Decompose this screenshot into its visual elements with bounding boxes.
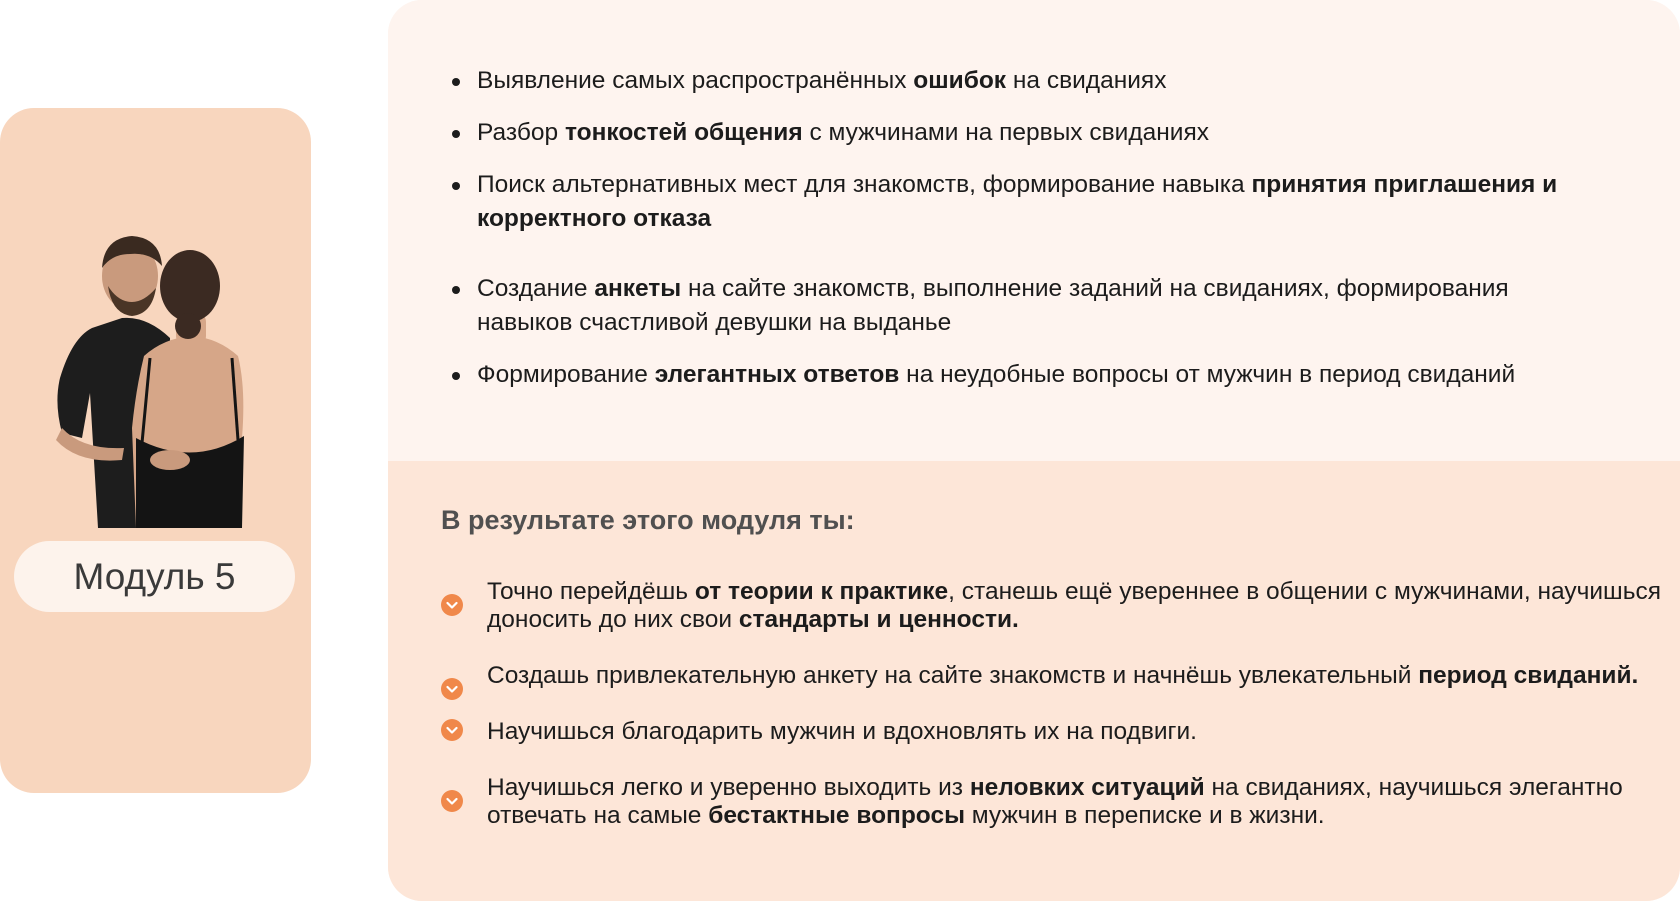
result-item	[441, 578, 1671, 634]
check-circle-icon	[441, 678, 463, 700]
couple-photo	[52, 228, 262, 528]
results-list	[441, 578, 1671, 830]
check-circle-icon	[441, 790, 463, 812]
module-label: Модуль 5	[14, 541, 295, 612]
check-circle-icon	[441, 719, 463, 741]
module-card	[0, 108, 311, 793]
topic-item: Выявление самых распространённых ошибок на свиданиях	[448, 64, 1598, 98]
result-text: Научишься благодарить мужчин и вдохновлять их на подвиги.	[487, 718, 1197, 745]
content-panel	[388, 0, 1680, 901]
topic-item: Разбор тонкостей общения с мужчинами на первых свиданиях	[448, 116, 1598, 150]
result-text: Создашь привлекательную анкету на сайте знакомств и начнёшь увлекательный период свиданий.	[487, 662, 1639, 689]
topic-item: Формирование элегантных ответов на неудобные вопросы от мужчин в период свиданий	[448, 358, 1598, 392]
result-text: Научишься легко и уверенно выходить из неловких ситуаций на свиданиях, научишься элегантно отвечать на самые бестактные вопросы мужчин в переписке и в жизни.	[487, 774, 1623, 829]
result-item	[441, 774, 1671, 830]
result-text: Точно перейдёшь от теории к практике, станешь ещё увереннее в общении с мужчинами, научишься доносить до них свои стандарты и ценности.	[487, 578, 1661, 633]
topics-section	[388, 0, 1680, 461]
topic-item: Поиск альтернативных мест для знакомств, формирование навыка принятия приглашения и корректного отказа	[448, 168, 1598, 236]
check-circle-icon	[441, 594, 463, 616]
topic-item: Создание анкеты на сайте знакомств, выполнение заданий на свиданиях, формирования навыков счастливой девушки на выданье	[448, 272, 1598, 340]
results-title: В результате этого модуля ты:	[441, 505, 855, 535]
result-item	[441, 662, 1671, 690]
result-item	[441, 718, 1671, 746]
topics-list	[448, 64, 1598, 392]
